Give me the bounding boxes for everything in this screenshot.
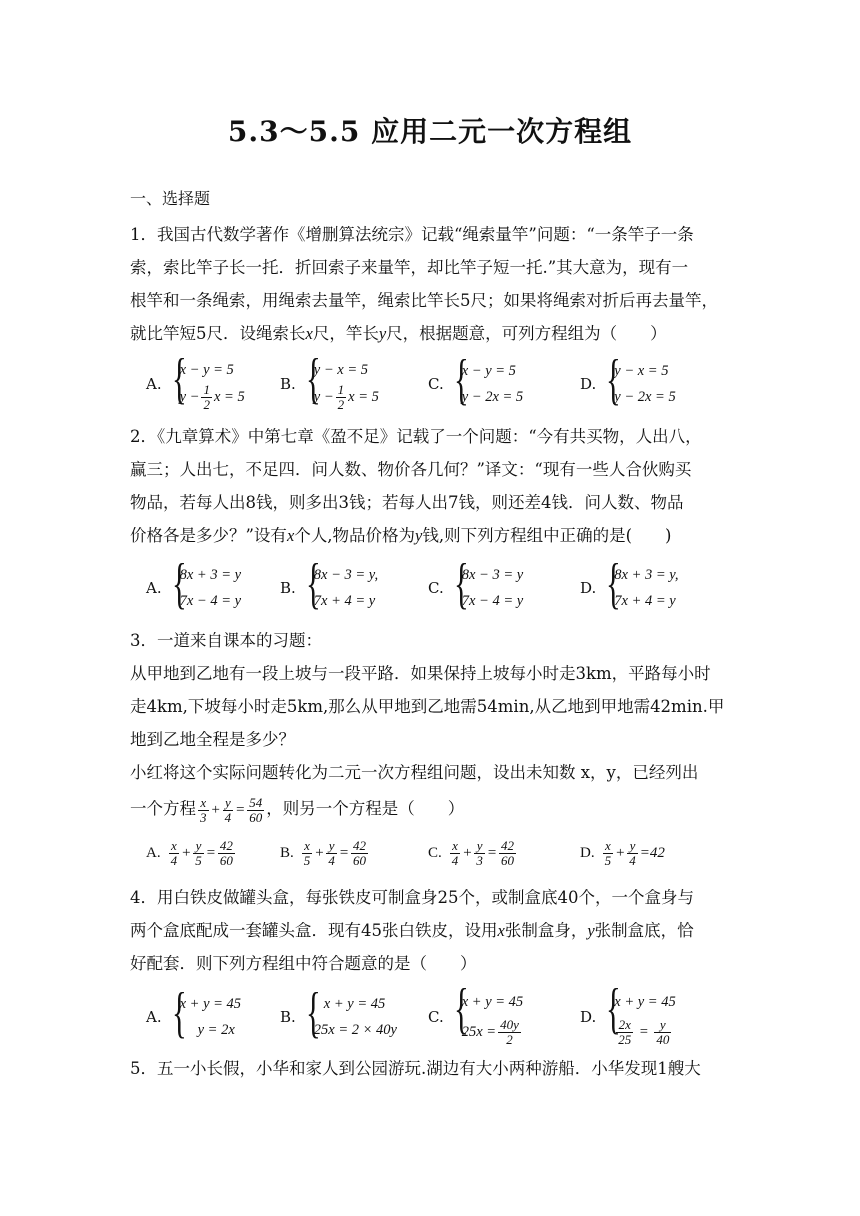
option-c[interactable]: C. { x + y = 45 25x = $\frac{40y}{2}$ <box>428 986 523 1048</box>
option-c[interactable]: C. { x − y = 5 y − 2x = 5 <box>428 356 523 412</box>
option-d[interactable]: D. { x + y = 45 $\frac{2x}{25}$ = $\frac{y}{40}$ <box>580 986 676 1048</box>
section-heading: 一、选择题 <box>130 189 211 208</box>
option-b[interactable]: B. { 8x − 3 = y, 7x + 4 = y <box>280 560 378 616</box>
question-3-line: 小红将这个实际问题转化为二元一次方程组问题，设出未知数 x，y，已经列出 <box>130 763 699 782</box>
question-2-line: 2．《九章算术》中第七章《盈不足》记载了一个问题：“今有共买物，人出八， <box>130 427 702 446</box>
option-b[interactable]: B. { y − x = 5 y − $\frac{1}{2}$ x = 5 <box>280 356 379 412</box>
option-c[interactable]: C. { 8x − 3 = y 7x − 4 = y <box>428 560 523 616</box>
question-4-line: 4．用白铁皮做罐头盒，每张铁皮可制盒身25个，或制盒底40个，一个盒身与 <box>130 888 694 907</box>
question-4-line: 两个盒底配成一套罐头盒．现有45张白铁皮，设用x张制盒身，y张制盒底，恰 <box>130 921 694 940</box>
question-4-options <box>146 986 746 1048</box>
question-1-options <box>146 356 746 412</box>
option-d[interactable]: D. { 8x + 3 = y, 7x + 4 = y <box>580 560 679 616</box>
question-1 <box>130 218 735 350</box>
question-5-line: 5．五一小长假，小华和家人到公园游玩.湖边有大小两种游船．小华发现1艘大 <box>130 1059 701 1078</box>
question-3-line: 地到乙地全程是多少？ <box>130 730 295 749</box>
question-3-options <box>146 830 746 876</box>
question-5 <box>130 1052 735 1085</box>
question-2-options <box>146 560 746 616</box>
option-b[interactable]: B. $\frac{x}{5}$ + $\frac{y}{4}$ = $\frac{42}{60}$ <box>280 837 367 868</box>
question-3 <box>130 624 735 829</box>
question-1-line: 就比竿短5尺．设绳索长x尺，竿长y尺，根据题意，可列方程组为（ ） <box>130 324 667 343</box>
question-3-line: 一个方程 $\frac{x}{3}$ + $\frac{y}{4}$ = $\frac{54}{60}$ ，则另一个方程是（ ） <box>130 795 465 826</box>
question-3-line: 3．一道来自课本的习题： <box>130 631 322 650</box>
option-c[interactable]: C. $\frac{x}{4}$ + $\frac{y}{3}$ = $\frac{42}{60}$ <box>428 837 515 868</box>
option-a[interactable]: A. { x − y = 5 y − $\frac{1}{2}$ x = 5 <box>146 356 245 412</box>
page-title: 5.3～5.5 应用二元一次方程组 <box>227 115 633 148</box>
question-2-line: 价格各是多少？”设有x个人,物品价格为y钱,则下列方程组中正确的是( ) <box>130 526 672 545</box>
option-b[interactable]: B. { x + y = 45 25x = 2 × 40y <box>280 986 397 1048</box>
question-1-line: 1．我国古代数学著作《增删算法统宗》记载“绳索量竿”问题：“一条竿子一条 <box>130 225 694 244</box>
option-d[interactable]: D. $\frac{x}{5}$ + $\frac{y}{4}$ = 42 <box>580 837 665 868</box>
option-a[interactable]: A. { 8x + 3 = y 7x − 4 = y <box>146 560 241 616</box>
question-3-line: 走4km,下坡每小时走5km,那么从甲地到乙地需54min,从乙地到甲地需42min.甲 <box>130 697 725 716</box>
question-4-line: 好配套．则下列方程组中符合题意的是（ ） <box>130 954 477 973</box>
question-1-line: 根竿和一条绳索，用绳索去量竿，绳索比竿长5尺；如果将绳索对折后再去量竿， <box>130 291 718 310</box>
question-2-line: 物品，若每人出8钱，则多出3钱；若每人出7钱，则还差4钱．问人数、物品 <box>130 493 684 512</box>
question-4 <box>130 881 735 980</box>
question-2 <box>130 420 735 552</box>
question-2-line: 赢三；人出七，不足四．问人数、物价各几何？”译文：“现有一些人合伙购买 <box>130 460 692 479</box>
option-a[interactable]: A. $\frac{x}{4}$ + $\frac{y}{5}$ = $\frac{42}{60}$ <box>146 837 233 868</box>
option-a[interactable]: A. { x + y = 45 y = 2x <box>146 986 241 1048</box>
question-3-line: 从甲地到乙地有一段上坡与一段平路．如果保持上坡每小时走3km，平路每小时 <box>130 664 711 683</box>
question-1-line: 索，索比竿子长一托．折回索子来量竿，却比竿子短一托.”其大意为，现有一 <box>130 258 689 277</box>
option-d[interactable]: D. { y − x = 5 y − 2x = 5 <box>580 356 676 412</box>
